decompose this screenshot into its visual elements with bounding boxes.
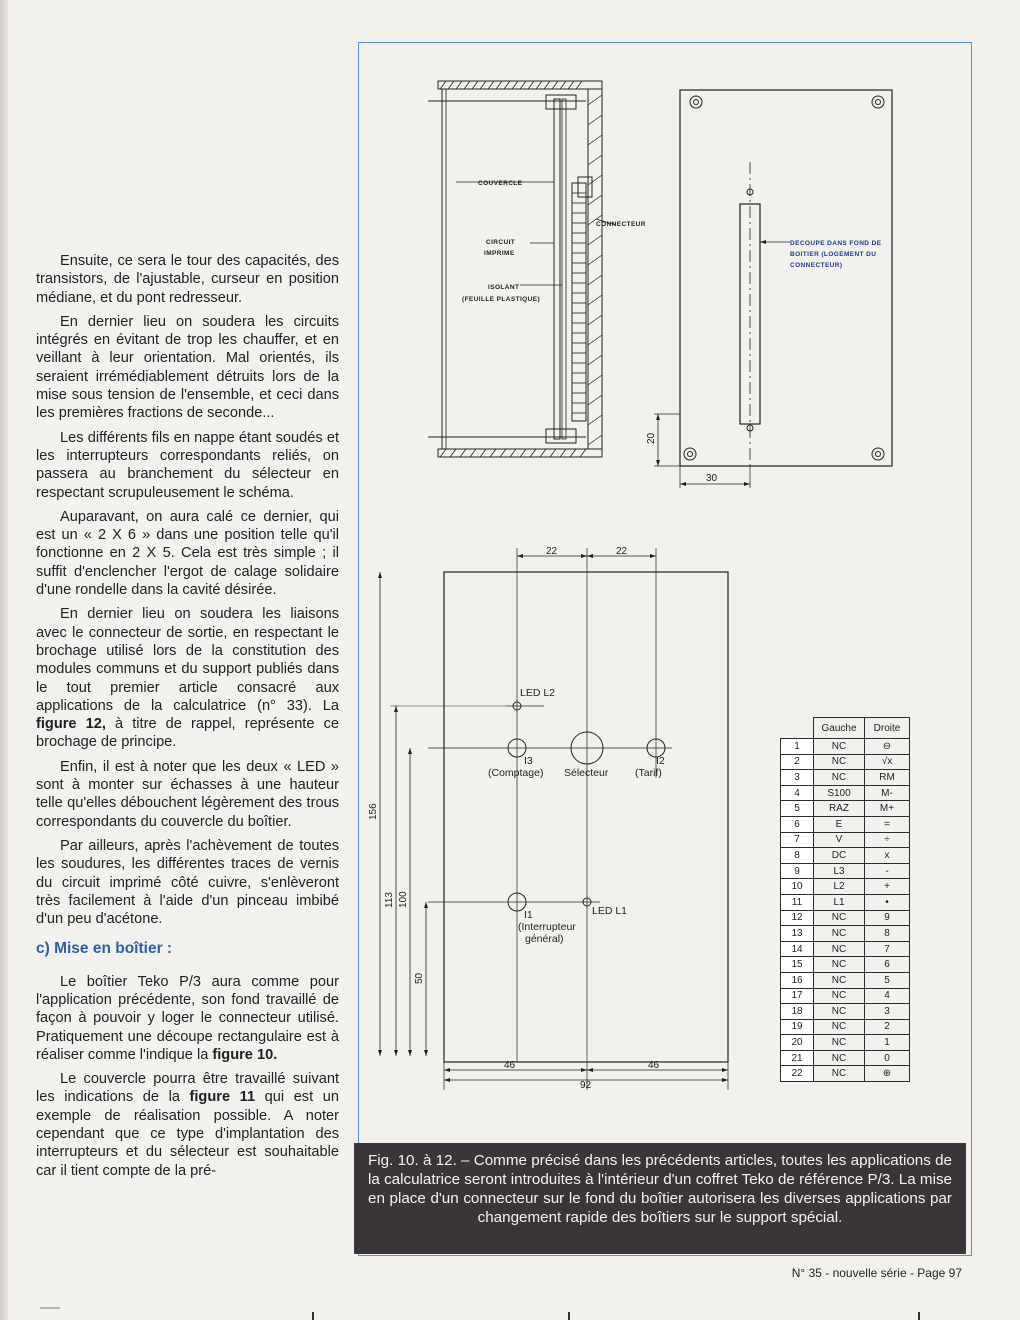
pin-cell-n: 7 xyxy=(781,832,814,848)
fig10-drawing xyxy=(640,84,900,494)
pin-row xyxy=(781,1066,910,1082)
label-i3: I3 xyxy=(524,755,533,767)
dim-46-right: 46 xyxy=(648,1060,660,1071)
label-boitier: BOITIER (LOGEMENT DU xyxy=(790,251,877,258)
pin-row xyxy=(781,739,910,755)
pin-row xyxy=(781,848,910,864)
label-decoupe: DECOUPE DANS FOND DE xyxy=(790,240,882,247)
label-led-l2: LED L2 xyxy=(520,687,556,699)
pin-cell-d: 1 xyxy=(865,1035,910,1051)
pin-cell-g: NC xyxy=(814,1066,865,1082)
pin-row xyxy=(781,910,910,926)
dim-113: 113 xyxy=(384,892,395,908)
label-circuit: CIRCUIT xyxy=(486,239,516,246)
pin-cell-g: NC xyxy=(814,910,865,926)
label-led-l1: LED L1 xyxy=(592,905,628,917)
pin-cell-g: NC xyxy=(814,1004,865,1020)
pin-cell-n: 12 xyxy=(781,910,814,926)
pin-cell-g: NC xyxy=(814,1035,865,1051)
pin-cell-g: NC xyxy=(814,754,865,770)
pin-cell-n: 22 xyxy=(781,1066,814,1082)
pin-cell-n: 19 xyxy=(781,1019,814,1035)
pin-row xyxy=(781,926,910,942)
pin-cell-d: 6 xyxy=(865,957,910,973)
pin-cell-g: L3 xyxy=(814,863,865,879)
pin-row xyxy=(781,863,910,879)
pin-cell-n: 10 xyxy=(781,879,814,895)
fig11-drawing xyxy=(360,538,740,1090)
pin-cell-n: 3 xyxy=(781,770,814,786)
paragraph-9: Le couvercle pourra être travaillé suivant les indications de la figure 11 qui est un exemple de réalisation possible. A noter cependant que ce type d'implantation des interrupteurs et du sélecteur est souhaitable car il tient compte de la pré- xyxy=(36,1071,339,1179)
pin-cell-n: 8 xyxy=(781,848,814,864)
header-droite: Droite xyxy=(865,718,910,739)
pin-cell-g: NC xyxy=(814,1050,865,1066)
pin-cell-n: 17 xyxy=(781,988,814,1004)
label-couvercle: COUVERCLE xyxy=(478,180,523,187)
pin-cell-g: L2 xyxy=(814,879,865,895)
dim-100: 100 xyxy=(398,891,409,908)
pin-row xyxy=(781,816,910,832)
pin-cell-d: M+ xyxy=(865,801,910,817)
pin-cell-n: 5 xyxy=(781,801,814,817)
dim-22-left: 22 xyxy=(546,546,558,557)
article-column xyxy=(36,252,339,1186)
print-marks xyxy=(0,1306,1020,1320)
pin-cell-d: 9 xyxy=(865,910,910,926)
pin-cell-g: NC xyxy=(814,941,865,957)
page-edge-shadow xyxy=(0,0,8,1320)
pin-row xyxy=(781,1004,910,1020)
label-connecteur: CONNECTEUR xyxy=(596,221,646,228)
dim-20: 20 xyxy=(646,432,657,444)
pin-cell-g: V xyxy=(814,832,865,848)
pin-cell-n: 2 xyxy=(781,754,814,770)
pin-row xyxy=(781,1035,910,1051)
pin-cell-d: 8 xyxy=(865,926,910,942)
label-general: général) xyxy=(525,933,564,945)
figure-11-ref: figure 11 xyxy=(189,1089,256,1106)
label-feuille-plastique: (FEUILLE PLASTIQUE) xyxy=(462,296,541,303)
pin-cell-n: 21 xyxy=(781,1050,814,1066)
pin-row xyxy=(781,972,910,988)
label-comptage: (Comptage) xyxy=(488,767,544,779)
pin-row xyxy=(781,1019,910,1035)
pin-cell-n: 6 xyxy=(781,816,814,832)
fig12-pinout-table xyxy=(780,717,910,1082)
pin-cell-n: 18 xyxy=(781,1004,814,1020)
paragraph-2: En dernier lieu on soudera les circuits intégrés en évitant de trop les chauffer, et en veillant à leur orientation. Mal orientés, ils seraient irrémédiablement détruits lors de la mise sous tension de l'ensemble, et ceci dans les premières fractions de seconde... xyxy=(36,313,339,422)
paragraph-3: Les différents fils en nappe étant soudés et les interrupteurs correspondants reliés, on passera au branchement du sélecteur en respectant scrupuleusement le schéma. xyxy=(36,429,339,501)
pin-cell-g: NC xyxy=(814,926,865,942)
pin-cell-g: NC xyxy=(814,770,865,786)
label-isolant: ISOLANT xyxy=(488,284,520,291)
pin-cell-n: 9 xyxy=(781,863,814,879)
pin-row xyxy=(781,879,910,895)
pin-row xyxy=(781,832,910,848)
pin-row xyxy=(781,754,910,770)
dim-30: 30 xyxy=(706,473,718,484)
pin-row xyxy=(781,801,910,817)
pin-cell-n: 11 xyxy=(781,894,814,910)
header-gauche: Gauche xyxy=(814,718,865,739)
pin-cell-d: + xyxy=(865,879,910,895)
dim-22-right: 22 xyxy=(616,546,628,557)
pin-cell-d: 3 xyxy=(865,1004,910,1020)
box-section-drawing xyxy=(420,75,646,465)
pin-cell-n: 15 xyxy=(781,957,814,973)
pin-row xyxy=(781,770,910,786)
pin-row xyxy=(781,988,910,1004)
paragraph-8: Le boîtier Teko P/3 aura comme pour l'application précédente, son fond travaillé de façon à pouvoir y loger le connecteur utilisé. Pratiquement une découpe rectangulaire est à réaliser comme l'indique la figure 10. xyxy=(36,973,339,1063)
paragraph-5: En dernier lieu on soudera les liaisons avec le connecteur de sortie, en respectant le brochage utilisé lors de la constitution des modules communs et du support publiés dans le tout premier article consacré aux applications de la calculatrice (n° 33). La figure 12, à titre de rappel, représente ce brochage de principe. xyxy=(36,606,339,751)
pin-cell-d: 7 xyxy=(865,941,910,957)
pin-cell-g: NC xyxy=(814,988,865,1004)
pin-cell-n: 16 xyxy=(781,972,814,988)
pin-cell-n: 1 xyxy=(781,739,814,755)
pin-cell-g: L1 xyxy=(814,894,865,910)
pin-cell-d: 5 xyxy=(865,972,910,988)
paragraph-7: Par ailleurs, après l'achèvement de toutes les soudures, les différentes traces de vernis du circuit imprimé côté cuivre, s'enlèveront très facilement à l'aide d'un pinceau imbibé d'un peu d'acétone. xyxy=(36,837,339,928)
pin-cell-g: S100 xyxy=(814,785,865,801)
figure-12-ref: figure 12, xyxy=(36,716,106,733)
pin-cell-d: RM xyxy=(865,770,910,786)
pin-row xyxy=(781,957,910,973)
page-footer: N° 35 - nouvelle série - Page 97 xyxy=(791,1266,962,1280)
pin-cell-d: 4 xyxy=(865,988,910,1004)
dim-92: 92 xyxy=(580,1080,592,1091)
dim-156: 156 xyxy=(368,803,379,820)
section-heading: c) Mise en boîtier : xyxy=(36,940,173,958)
pin-cell-d: 0 xyxy=(865,1050,910,1066)
pin-cell-g: NC xyxy=(814,957,865,973)
pin-cell-g: NC xyxy=(814,739,865,755)
pin-cell-d: ÷ xyxy=(865,832,910,848)
pin-row xyxy=(781,941,910,957)
pin-row xyxy=(781,894,910,910)
label-i1: I1 xyxy=(524,909,533,921)
pin-row xyxy=(781,785,910,801)
paragraph-4: Auparavant, on aura calé ce dernier, qui est un « 2 X 6 » dans une position telle qu'il fonctionne en 2 X 5. Cela est très simple ; il suffit d'enclencher l'ergot de calage solidaire d'une rondelle dans la cavité désirée. xyxy=(36,508,339,599)
pin-cell-g: NC xyxy=(814,972,865,988)
pin-cell-n: 4 xyxy=(781,785,814,801)
pin-cell-g: DC xyxy=(814,848,865,864)
figure-caption: Fig. 10. à 12. – Comme précisé dans les précédents articles, toutes les applications de la calculatrice seront introduites à l'intérieur d'un coffret Teko de référence P/3. La mise en place d'un connecteur sur le fond du boîtier autorisera les diverses applications par changement rapide des boîtiers sur le support spécial. xyxy=(354,1143,966,1254)
pin-cell-g: NC xyxy=(814,1019,865,1035)
pin-row xyxy=(781,1050,910,1066)
dim-50: 50 xyxy=(414,972,425,984)
pin-cell-d: M- xyxy=(865,785,910,801)
pin-cell-d: ⊖ xyxy=(865,739,910,755)
pin-cell-d: - xyxy=(865,863,910,879)
label-connecteur-logement: CONNECTEUR) xyxy=(790,262,843,269)
pin-cell-g: E xyxy=(814,816,865,832)
label-interrupteur: (Interrupteur xyxy=(518,921,576,933)
dim-46-left: 46 xyxy=(504,1060,516,1071)
pin-cell-d: 2 xyxy=(865,1019,910,1035)
paragraph-6: Enfin, il est à noter que les deux « LED » sont à monter sur échasses à une hauteur telle qu'elles débouchent légèrement des trous correspondants du couvercle du boîtier. xyxy=(36,758,339,830)
label-imprime: IMPRIME xyxy=(484,250,515,257)
pin-cell-d: = xyxy=(865,816,910,832)
pin-cell-d: x xyxy=(865,848,910,864)
figure-10-ref: figure 10. xyxy=(212,1046,278,1063)
pin-cell-d: √x xyxy=(865,754,910,770)
pin-cell-n: 14 xyxy=(781,941,814,957)
pin-cell-d: ⊕ xyxy=(865,1066,910,1082)
paragraph-1: Ensuite, ce sera le tour des capacités, des transistors, de l'ajustable, curseur en position médiane, et du pont redresseur. xyxy=(36,253,339,306)
label-i2: I2 xyxy=(656,755,665,767)
pin-cell-n: 20 xyxy=(781,1035,814,1051)
pin-cell-d: • xyxy=(865,894,910,910)
pin-cell-g: RAZ xyxy=(814,801,865,817)
label-tarif: (Tarif) xyxy=(635,767,662,779)
label-selecteur: Sélecteur xyxy=(564,767,609,779)
pin-cell-n: 13 xyxy=(781,926,814,942)
